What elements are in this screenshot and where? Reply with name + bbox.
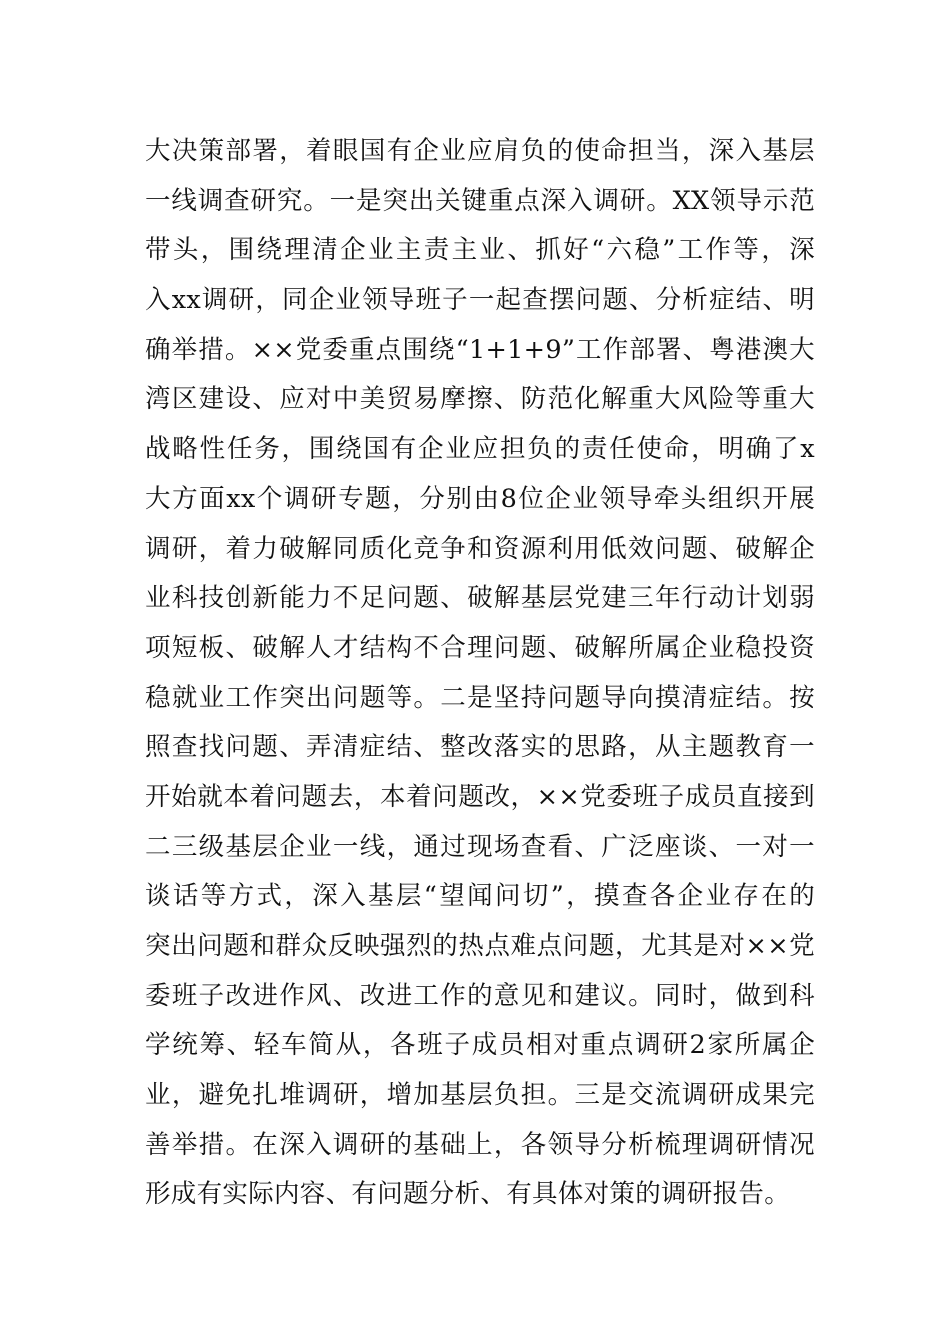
text-line: 谈话等方式，深入基层“望闻问切”，摸查各企业存在的 xyxy=(145,881,815,912)
text-line: 业，避免扎堆调研，增加基层负担。三是交流调研成果完 xyxy=(145,1080,815,1111)
text-line: 善举措。在深入调研的基础上，各领导分析梳理调研情况 xyxy=(145,1129,815,1160)
text-line: 二三级基层企业一线，通过现场查看、广泛座谈、一对一 xyxy=(145,831,815,862)
text-line: 大方面xx个调研专题，分别由8位企业领导牵头组织开展 xyxy=(145,483,815,514)
text-line: 大决策部署，着眼国有企业应肩负的使命担当，深入基层 xyxy=(145,136,815,166)
text-line: 学统筹、轻车简从，各班子成员相对重点调研2家所属企 xyxy=(145,1030,815,1061)
text-line: 入xx调研，同企业领导班子一起查摆问题、分析症结、明 xyxy=(145,285,815,316)
text-line: 形成有实际内容、有问题分析、有具体对策的调研报告。 xyxy=(145,1179,791,1210)
text-line: 带头，围绕理清企业主责主业、抓好“六稳”工作等，深 xyxy=(145,235,815,266)
text-line: 开始就本着问题去，本着问题改，××党委班子成员直接到 xyxy=(145,781,815,812)
text-line: 调研，着力破解同质化竞争和资源利用低效问题、破解企 xyxy=(145,533,815,564)
body-paragraph xyxy=(145,127,815,1220)
text-line: 稳就业工作突出问题等。二是坚持问题导向摸清症结。按 xyxy=(145,682,815,713)
text-line: 战略性任务，围绕国有企业应担负的责任使命，明确了x xyxy=(145,434,815,465)
text-line: 湾区建设、应对中美贸易摩擦、防范化解重大风险等重大 xyxy=(145,384,815,415)
text-line: 一线调查研究。一是突出关键重点深入调研。XX领导示范 xyxy=(145,185,815,216)
text-line: 确举措。××党委重点围绕“1+1+9”工作部署、粤港澳大 xyxy=(145,334,815,365)
text-line: 委班子改进作风、改进工作的意见和建议。同时，做到科 xyxy=(145,980,815,1011)
text-line: 项短板、破解人才结构不合理问题、破解所属企业稳投资 xyxy=(145,632,815,663)
text-line: 业科技创新能力不足问题、破解基层党建三年行动计划弱 xyxy=(145,583,815,614)
text-line: 照查找问题、弄清症结、整改落实的思路，从主题教育一 xyxy=(145,732,815,763)
text-line: 突出问题和群众反映强烈的热点难点问题，尤其是对××党 xyxy=(145,931,815,961)
